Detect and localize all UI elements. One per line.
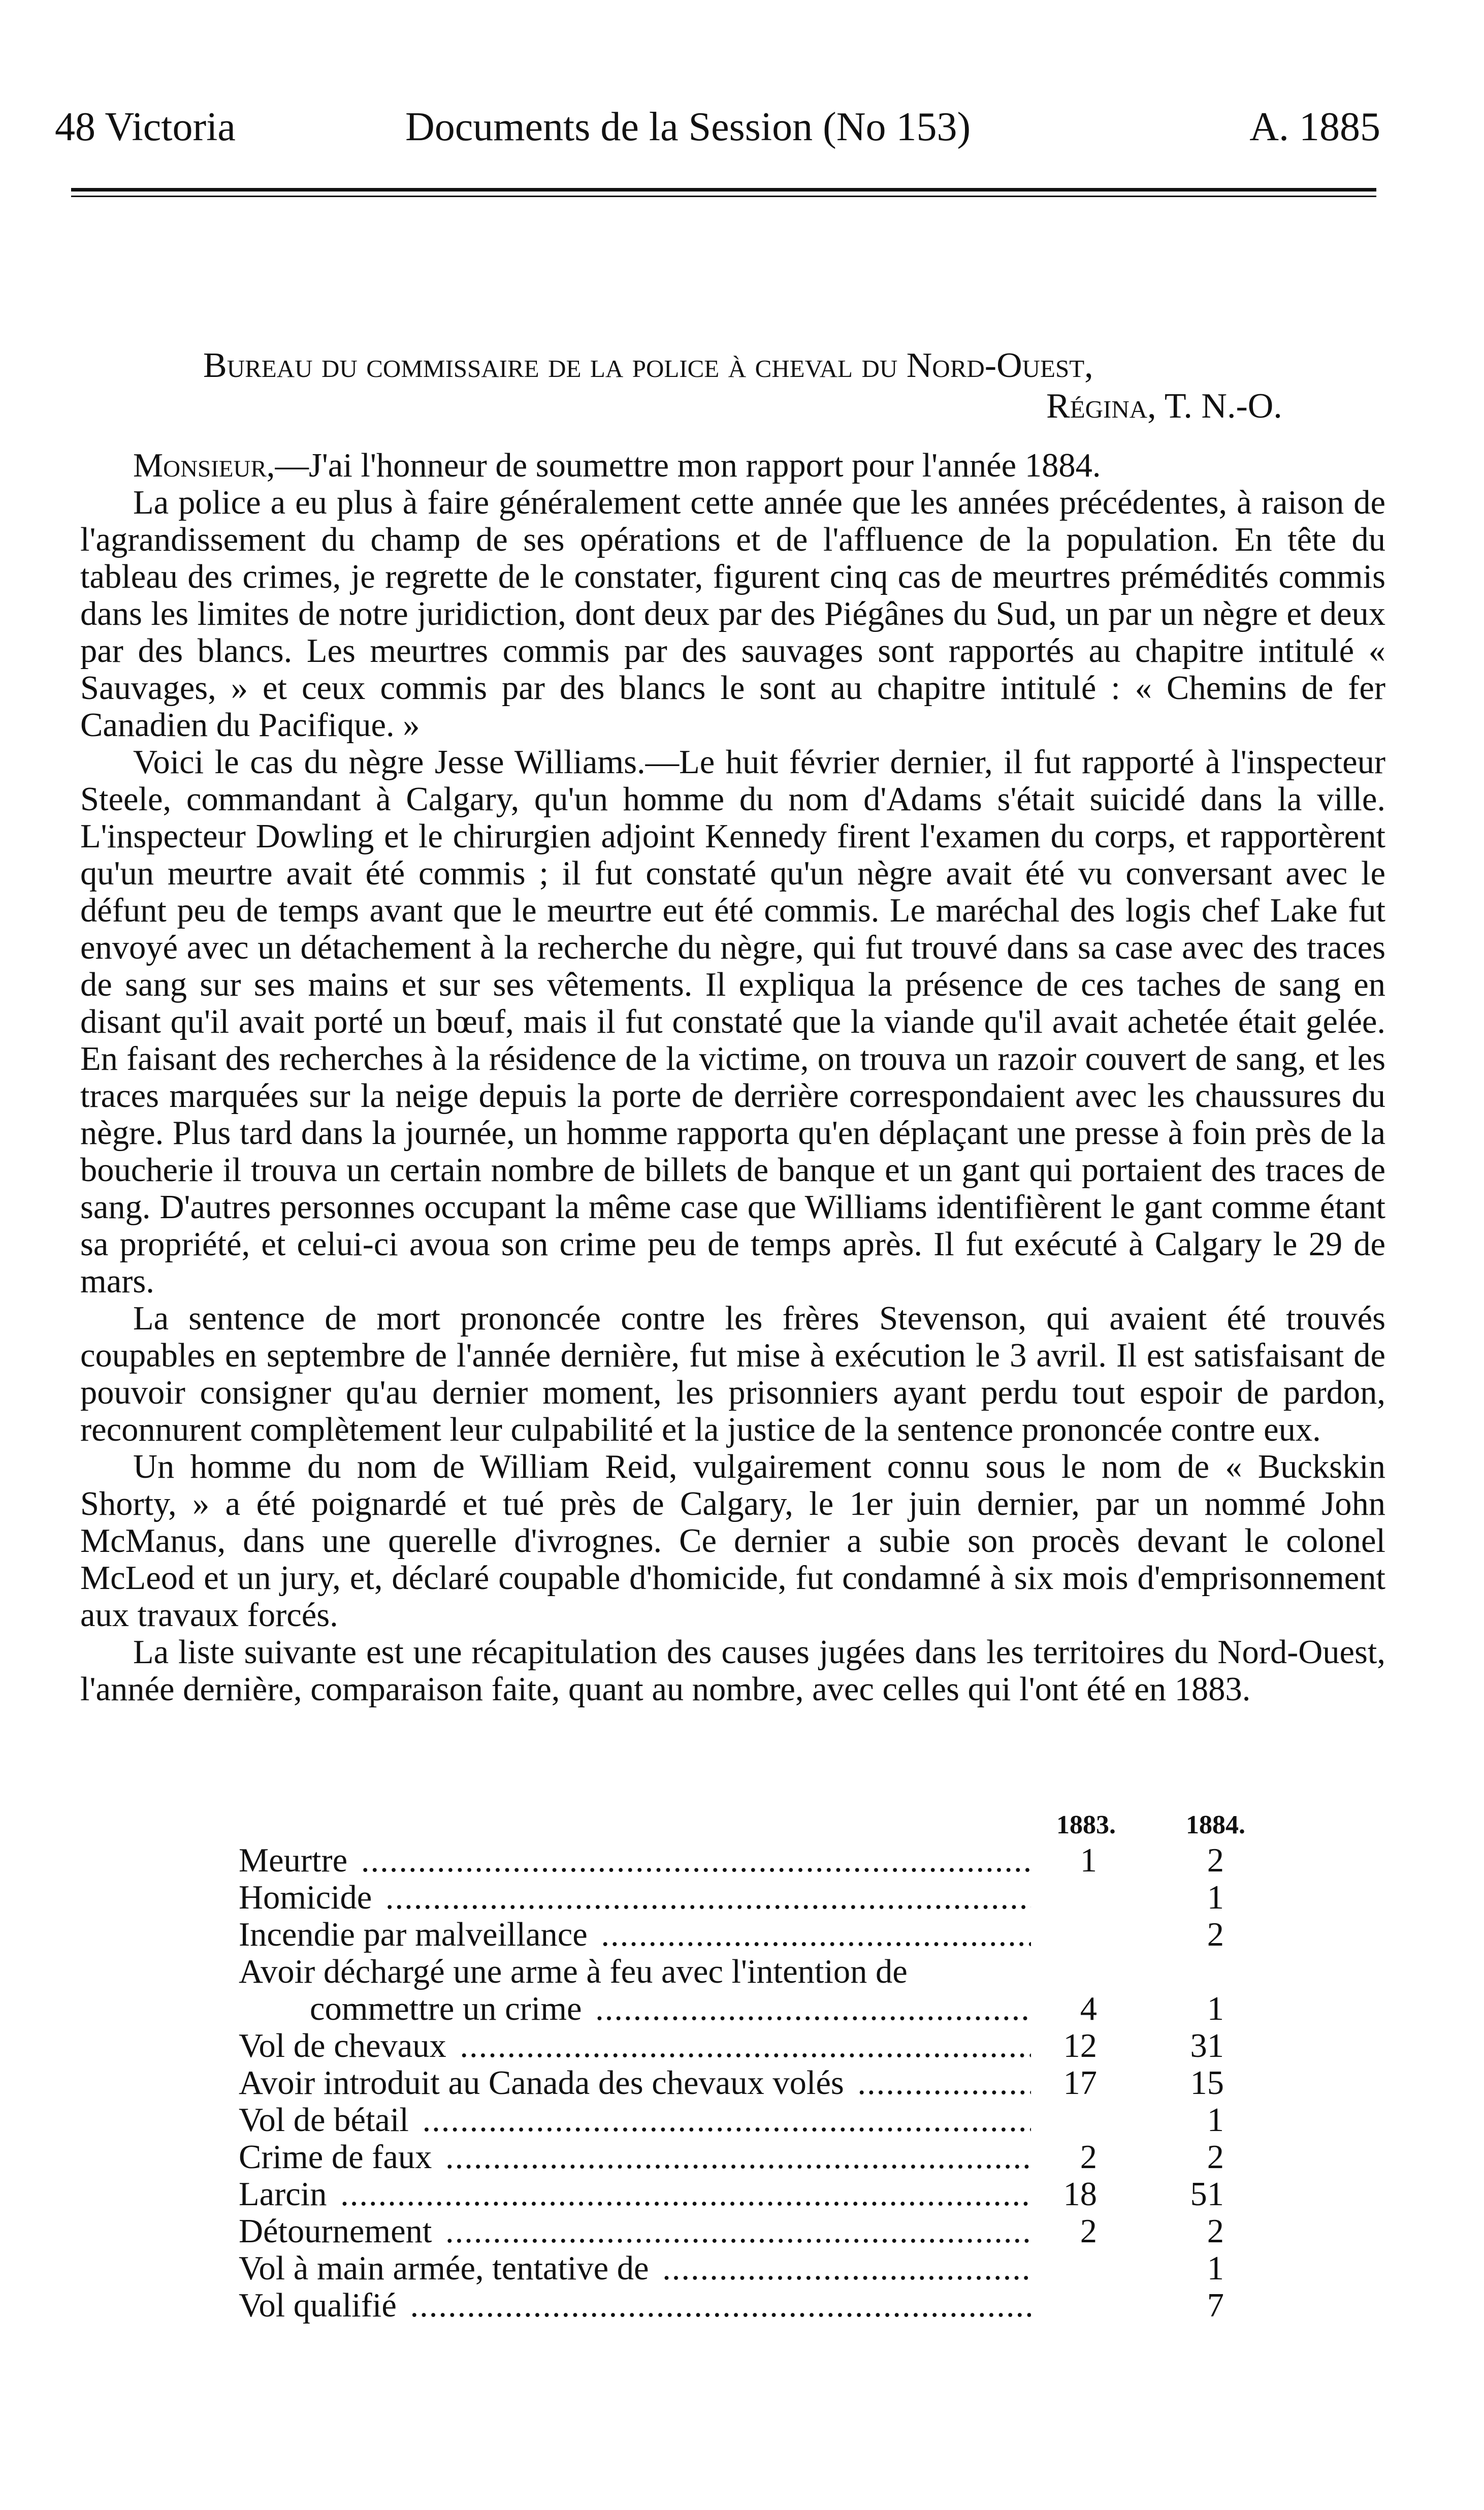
row-label-text: Incendie par malveillance bbox=[239, 1916, 592, 1953]
row-label bbox=[239, 2287, 1031, 2324]
letter-header-place: Régina, T. N.-O. bbox=[1046, 387, 1282, 426]
row-label-text: Avoir déchargé une arme à feu avec l'intention de bbox=[239, 1953, 912, 1990]
row-label bbox=[239, 1953, 1031, 1990]
row-label bbox=[239, 1916, 1031, 1953]
letter-header-office: Bureau du commissaire de la police à cheval du Nord-Ouest, bbox=[203, 346, 1093, 385]
row-label-text: Vol à main armée, tentative de bbox=[239, 2250, 653, 2287]
letter-body bbox=[80, 447, 1385, 1708]
table-row bbox=[239, 2064, 1280, 2102]
row-label-text: Crime de faux bbox=[239, 2139, 436, 2176]
value-1884: 1 bbox=[1207, 1879, 1224, 1916]
table-row bbox=[239, 2250, 1280, 2287]
row-label bbox=[310, 1990, 1031, 2027]
value-1883: 2 bbox=[1080, 2139, 1097, 2176]
value-1884: 7 bbox=[1207, 2287, 1224, 2324]
row-label-text: Vol de chevaux bbox=[239, 2027, 450, 2064]
value-1883: 12 bbox=[1063, 2027, 1097, 2064]
paragraph-6: La liste suivante est une récapitulation des causes jugées dans les territoires du Nord-Ouest, l'année dernière, comparaison faite, quant au nombre, avec celles qui l'ont été en 1883. bbox=[80, 1634, 1385, 1708]
row-label-text: Vol qualifié bbox=[239, 2287, 401, 2324]
value-1884: 2 bbox=[1207, 1842, 1224, 1879]
value-1883: 2 bbox=[1080, 2213, 1097, 2250]
table-row bbox=[239, 1990, 1280, 2027]
table-row bbox=[239, 2139, 1280, 2176]
row-label bbox=[239, 2027, 1031, 2064]
value-1884: 15 bbox=[1190, 2064, 1224, 2102]
value-1884: 31 bbox=[1190, 2027, 1224, 2064]
table-row bbox=[239, 1879, 1280, 1916]
paragraph-3: Voici le cas du nègre Jesse Williams.—Le huit février dernier, il fut rapporté à l'inspecteur Steele, commandant à Calgary, qu'un homme du nom d'Adams s'était suicidé dans la ville. L'inspecteur Dowling et le chirurgien adjoint Kennedy firent l'examen du corps, et rapportèrent qu'un meurtre avait été commis ; il fut constaté qu'un nègre avait été vu conversant avec le défunt peu de temps avant que le meurtre eut été commis. Le maréchal des logis chef Lake fut envoyé avec un détachement à la recherche du nègre, qui fut trouvé dans sa case avec des traces de sang sur ses mains et sur ses vêtements. Il expliqua la présence de ces taches de sang en disant qu'il avait porté un bœuf, mais il fut constaté que la viande qu'il avait achetée était gelée. En faisant des recherches à la résidence de la victime, on trouva un razoir couvert de sang, et les traces marquées sur la neige depuis la porte de derrière correspondaient avec les chaussures du nègre. Plus tard dans la journée, un homme rapporta qu'en déplaçant une presse à foin près de la boucherie il trouva un certain nombre de billets de banque et un gant qui portaient des traces de sang. D'autres personnes occupant la même case que Williams identifièrent le gant comme étant sa propriété, et celui-ci avoua son crime peu de temps après. Il fut exécuté à Calgary le 29 de mars. bbox=[80, 744, 1385, 1300]
value-1883: 4 bbox=[1080, 1990, 1097, 2027]
row-label bbox=[239, 1879, 1031, 1916]
column-header-1884: 1884. bbox=[1186, 1810, 1245, 1839]
table-row bbox=[239, 1842, 1280, 1879]
row-label bbox=[239, 2213, 1031, 2250]
row-label bbox=[239, 2139, 1031, 2176]
paragraph-5: Un homme du nom de William Reid, vulgairement connu sous le nom de « Buckskin Shorty, » a été poignardé et tué près de Calgary, le 1er juin dernier, par un nommé John McManus, dans une querelle d'ivrognes. Ce dernier a subie son procès devant le colonel McLeod et un jury, et, déclaré coupable d'homicide, fut condamné à six mois d'emprisonnement aux travaux forcés. bbox=[80, 1448, 1385, 1634]
header-rule-thick bbox=[71, 188, 1376, 192]
row-label-text: Larcin bbox=[239, 2176, 331, 2213]
value-1883: 1 bbox=[1080, 1842, 1097, 1879]
table-row bbox=[239, 2102, 1280, 2139]
value-1883: 17 bbox=[1063, 2064, 1097, 2102]
row-label bbox=[239, 1842, 1031, 1879]
value-1884: 2 bbox=[1207, 2139, 1224, 2176]
value-1884: 2 bbox=[1207, 2213, 1224, 2250]
paragraph-4: La sentence de mort prononcée contre les frères Stevenson, qui avaient été trouvés coupables en septembre de l'année dernière, fut mise à exécution le 3 avril. Il est satisfaisant de pouvoir consigner qu'au dernier moment, les prisonniers ayant perdu tout espoir de pardon, reconnurent complètement leur culpabilité et la justice de la sentence prononcée contre eux. bbox=[80, 1300, 1385, 1448]
table-body bbox=[239, 1842, 1280, 2324]
value-1884: 1 bbox=[1207, 2250, 1224, 2287]
row-label-text: Détournement bbox=[239, 2213, 436, 2250]
row-label-text: Avoir introduit au Canada des chevaux volés bbox=[239, 2064, 848, 2102]
column-header-1883: 1883. bbox=[1056, 1810, 1116, 1839]
running-head-center: Documents de la Session (No 153) bbox=[405, 105, 971, 149]
running-head-left: 48 Victoria bbox=[55, 105, 236, 149]
running-head-right: A. 1885 bbox=[1249, 105, 1380, 149]
row-label-text: Meurtre bbox=[239, 1842, 351, 1879]
row-label-text: commettre un crime bbox=[310, 1990, 586, 2027]
table-row bbox=[239, 1916, 1280, 1953]
table-row bbox=[239, 2287, 1280, 2324]
paragraph-1-text: —J'ai l'honneur de soumettre mon rapport pour l'année 1884. bbox=[275, 447, 1101, 484]
table-row bbox=[239, 2027, 1280, 2064]
value-1884: 51 bbox=[1190, 2176, 1224, 2213]
row-label bbox=[239, 2250, 1031, 2287]
running-head bbox=[55, 104, 1380, 150]
row-label bbox=[239, 2064, 1031, 2102]
value-1883: 18 bbox=[1063, 2176, 1097, 2213]
paragraph-2: La police a eu plus à faire généralement cette année que les années précédentes, à raison de l'agrandissement du champ de ses opérations et de l'affluence de la population. En tête du tableau des crimes, je regrette de le constater, figurent cinq cas de meurtres prémédités commis dans les limites de notre juridiction, dont deux par des Piégânes du Sud, un par un nègre et deux par des blancs. Les meurtres commis par des sauvages sont rapportés au chapitre intitulé « Sauvages, » et ceux commis par des blancs le sont au chapitre intitulé : « Chemins de fer Canadien du Pacifique. » bbox=[80, 484, 1385, 744]
table-row bbox=[239, 1953, 1280, 1990]
row-label-text: Homicide bbox=[239, 1879, 376, 1916]
value-1884: 1 bbox=[1207, 2102, 1224, 2139]
value-1884: 2 bbox=[1207, 1916, 1224, 1953]
value-1884: 1 bbox=[1207, 1990, 1224, 2027]
row-label bbox=[239, 2102, 1031, 2139]
salutation: Monsieur, bbox=[133, 447, 275, 484]
table-row bbox=[239, 2213, 1280, 2250]
paragraph-salutation bbox=[80, 447, 1385, 484]
table-header-row bbox=[239, 1806, 1280, 1842]
row-label-text: Vol de bétail bbox=[239, 2102, 413, 2139]
crime-statistics-table bbox=[239, 1806, 1280, 2324]
row-label bbox=[239, 2176, 1031, 2213]
header-rule-thin bbox=[71, 196, 1376, 197]
table-row bbox=[239, 2176, 1280, 2213]
